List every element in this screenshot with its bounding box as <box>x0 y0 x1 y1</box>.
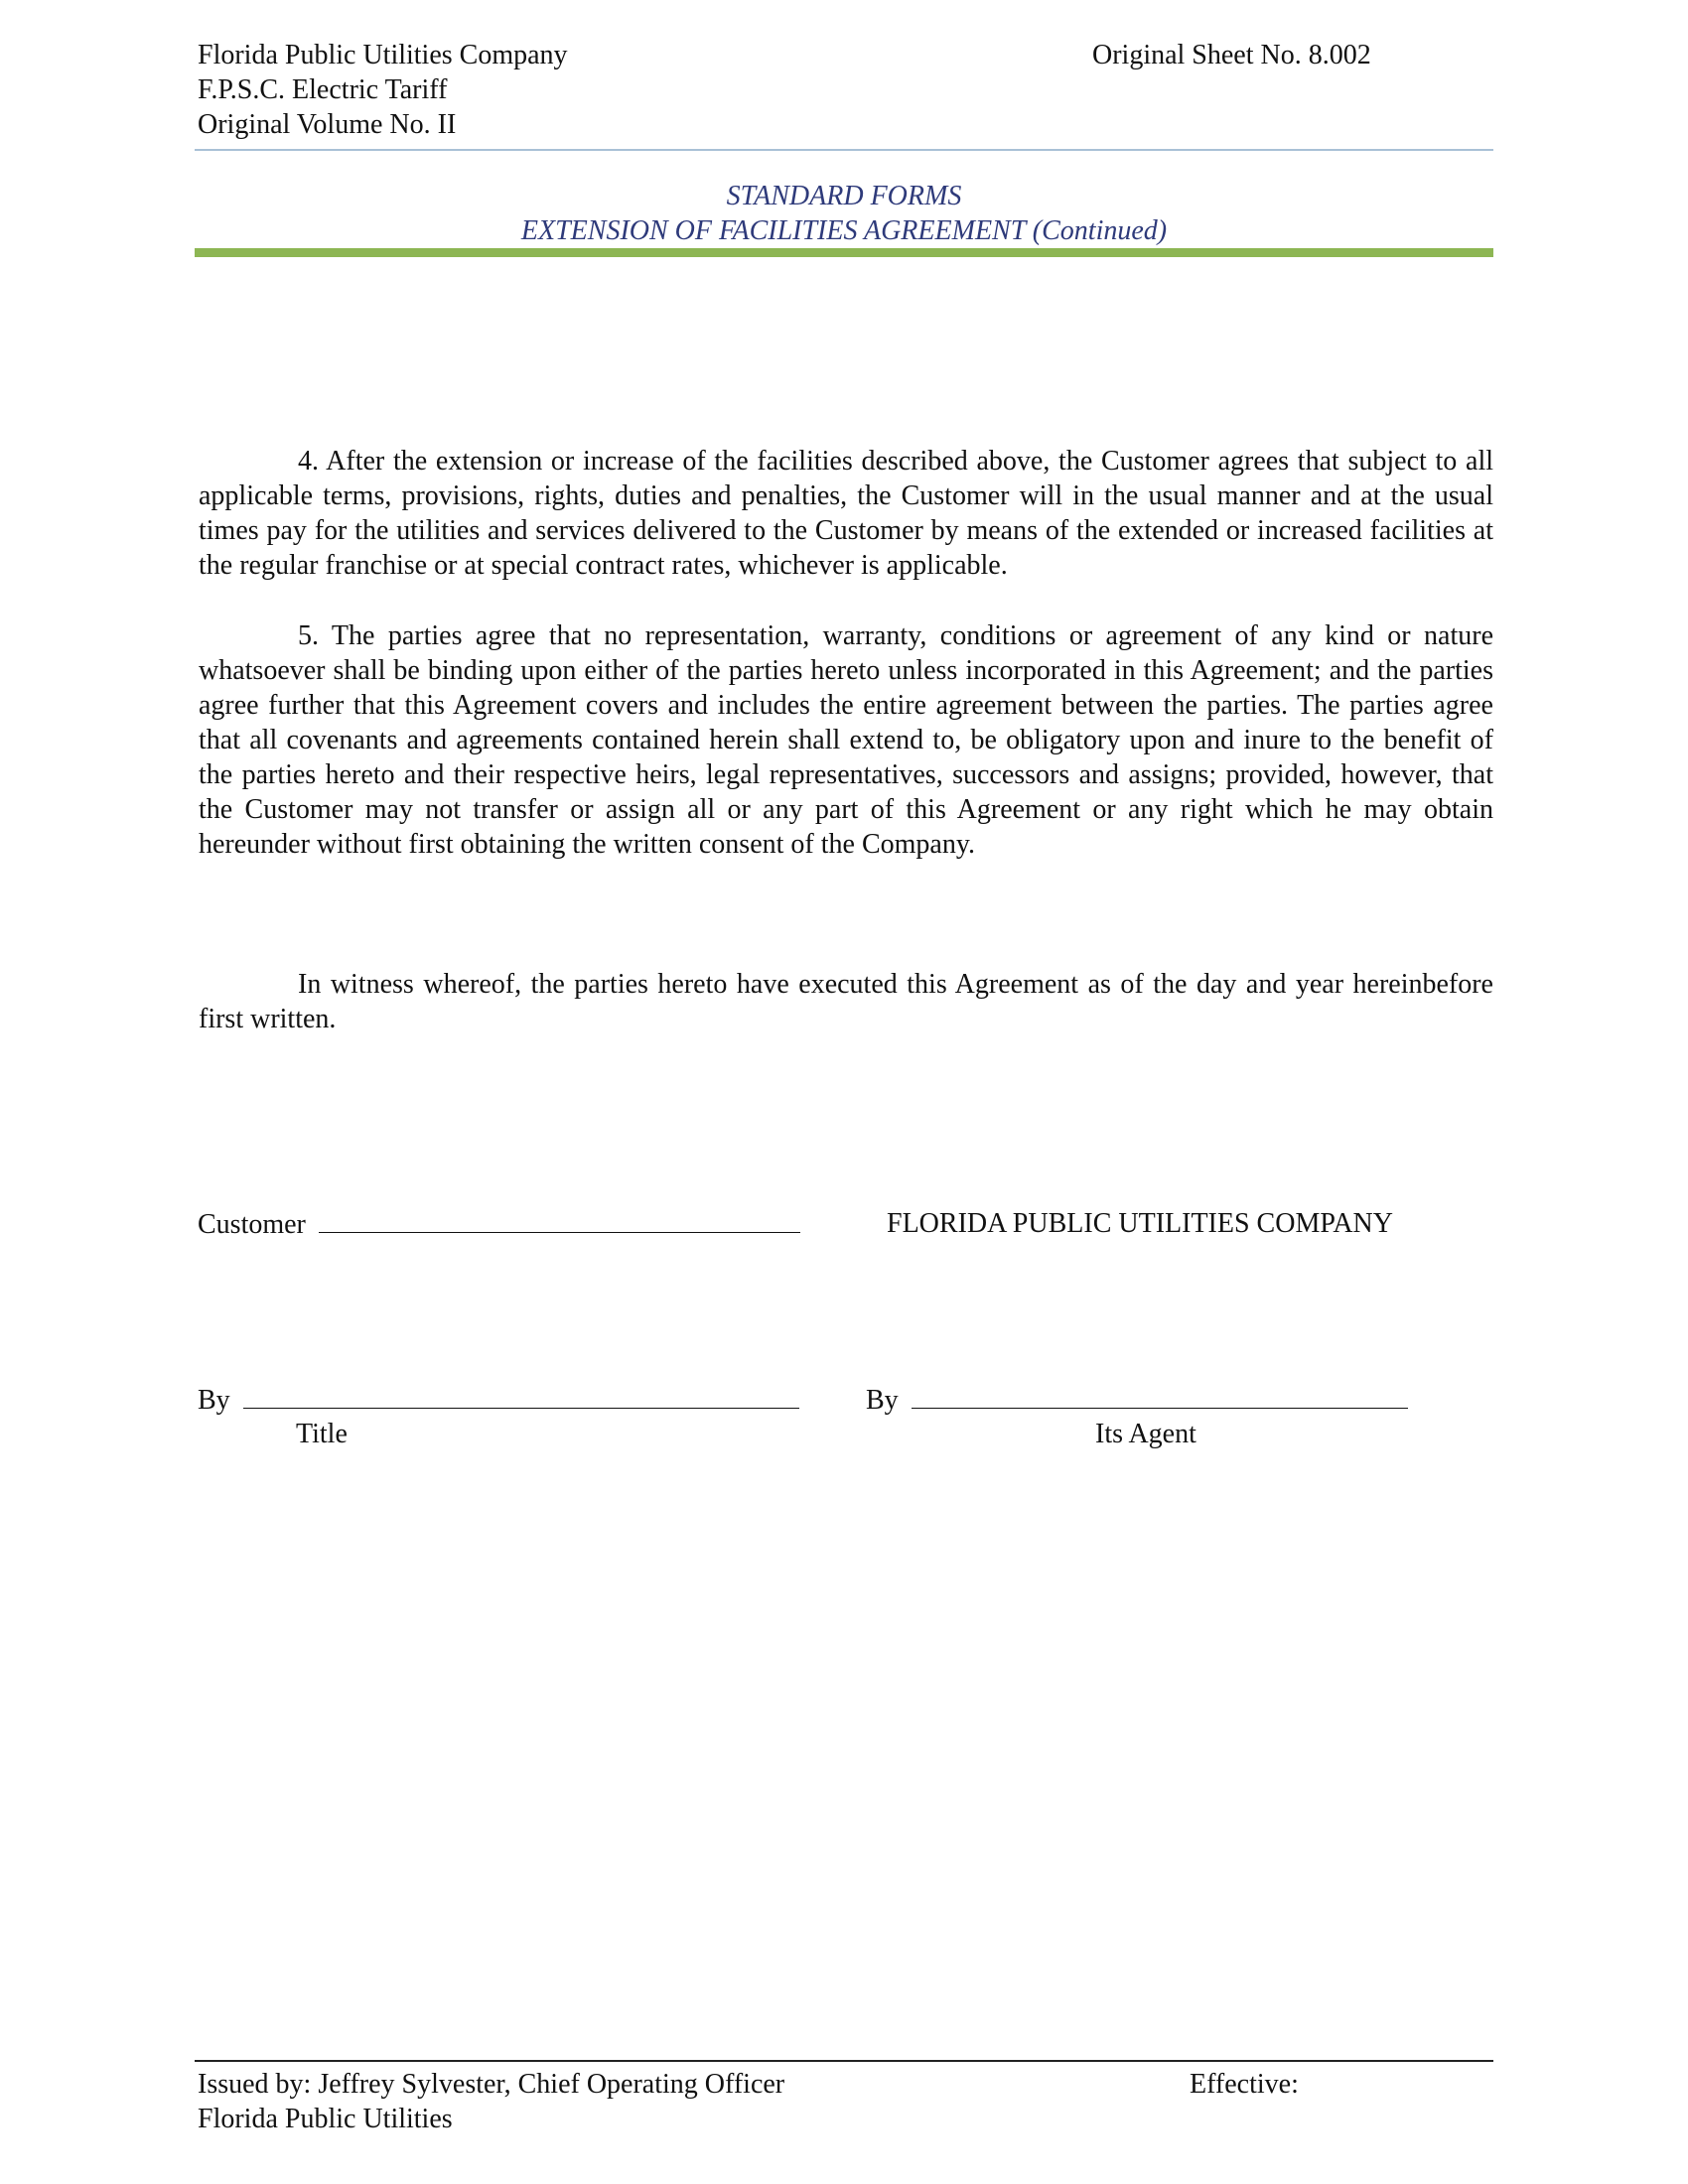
witness-paragraph <box>199 967 1493 1036</box>
title-divider <box>195 248 1493 257</box>
title-label: Title <box>296 1419 348 1449</box>
footer-left <box>198 2067 784 2136</box>
footer-effective: Effective: <box>1190 2069 1299 2100</box>
paragraph-5 <box>199 618 1493 862</box>
company-by-block <box>866 1382 1408 1418</box>
customer-signature-line[interactable] <box>319 1206 800 1233</box>
paragraph-5-text: 5. The parties agree that no representation, warranty, conditions or agreement of any kind or nature whatsoever shall be binding upon either of the parties hereto unless incorporated in this Agreement; and the parties agree further that this Agreement covers and includes the entire agreement between the parties. The parties agree that all covenants and agreements contained herein shall extend to, be obligatory upon and inure to the benefit of the parties hereto and their respective heirs, legal representatives, successors and assigns; provided, however, that the Customer may not transfer or assign all or any part of this Agreement or any right which he may obtain hereunder without first obtaining the written consent of the Company. <box>199 620 1493 860</box>
customer-by-block <box>198 1382 799 1418</box>
company-by-signature-line[interactable] <box>912 1382 1408 1409</box>
header-company: Florida Public Utilities Company <box>198 40 568 70</box>
paragraph-4 <box>199 444 1493 583</box>
company-name: FLORIDA PUBLIC UTILITIES COMPANY <box>887 1208 1394 1239</box>
by-right-label: By <box>866 1385 899 1416</box>
header-tariff: F.P.S.C. Electric Tariff <box>198 74 448 105</box>
witness-paragraph-text: In witness whereof, the parties hereto have executed this Agreement as of the day and year hereinbefore first written. <box>199 969 1493 1034</box>
header-sheet-number: Original Sheet No. 8.002 <box>1092 40 1371 70</box>
footer-org: Florida Public Utilities <box>198 2104 453 2134</box>
by-left-label: By <box>198 1385 230 1416</box>
section-title <box>195 179 1493 248</box>
agent-label: Its Agent <box>1095 1419 1196 1449</box>
paragraph-4-text: 4. After the extension or increase of the facilities described above, the Customer agrees that subject to all applicable terms, provisions, rights, duties and penalties, the Customer will in the usual manner and at the usual times pay for the utilities and services delivered to the Customer by means of the extended or increased facilities at the regular franchise or at special contract rates, whichever is applicable. <box>199 446 1493 581</box>
customer-label: Customer <box>198 1209 306 1240</box>
header-left <box>198 38 568 142</box>
customer-signature-block <box>198 1206 800 1242</box>
customer-by-signature-line[interactable] <box>243 1382 799 1409</box>
footer-issued-by: Issued by: Jeffrey Sylvester, Chief Operating Officer <box>198 2069 785 2100</box>
footer-divider <box>195 2060 1493 2062</box>
section-title-line1: STANDARD FORMS <box>726 181 962 211</box>
header-divider <box>195 149 1493 151</box>
header-volume: Original Volume No. II <box>198 109 457 140</box>
section-title-line2: EXTENSION OF FACILITIES AGREEMENT (Continued) <box>520 215 1168 246</box>
